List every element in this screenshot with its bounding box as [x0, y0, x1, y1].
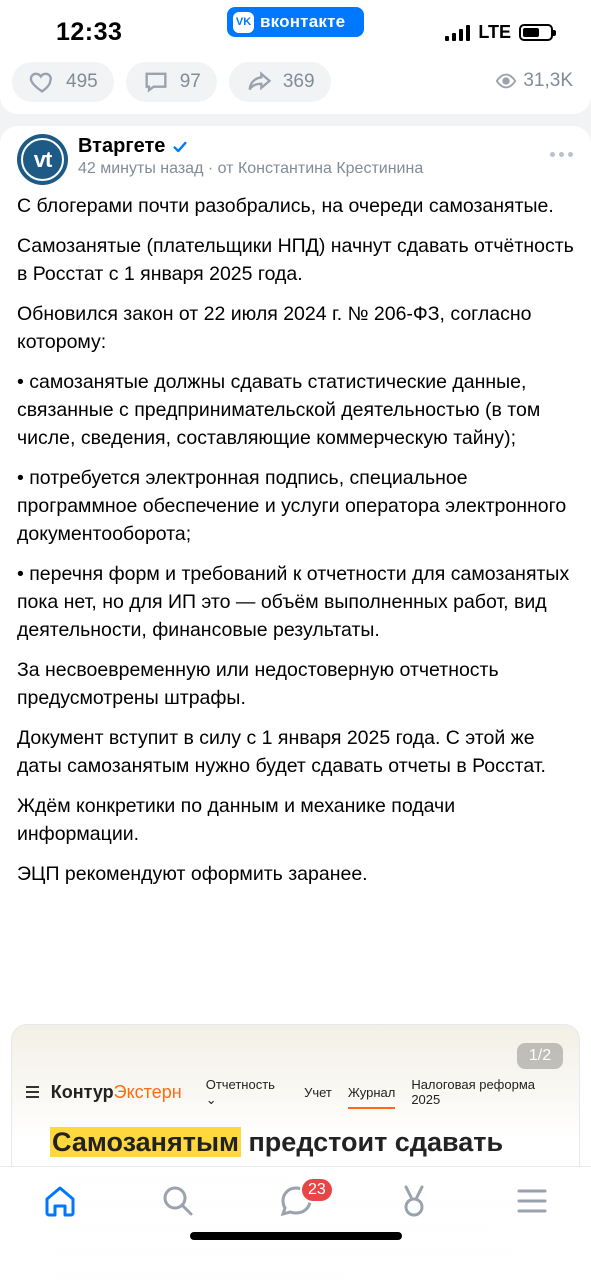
post-paragraph: Обновился закон от 22 июля 2024 г. № 206-ФЗ, согласно которому: [17, 303, 532, 353]
avatar-letters: vt [21, 138, 64, 181]
home-icon [42, 1183, 78, 1219]
post-author[interactable] [78, 135, 189, 158]
previous-post-reactions [12, 62, 331, 102]
author-name[interactable]: Втаргете [78, 135, 166, 157]
heart-icon [28, 68, 56, 96]
post-card [0, 126, 591, 1280]
attachment-headline: Самозанятым предстоит сдавать [52, 1127, 504, 1157]
attachment-nav-item: Журнал [347, 1084, 396, 1100]
post-paragraph: • перечня форм и требований к отчетности для самозанятых пока нет, но для ИП это — объём выполненных работ, вид деятельности, финансовые результаты. [17, 563, 570, 641]
comment-button[interactable] [126, 62, 217, 102]
share-button[interactable] [229, 62, 331, 102]
share-count: 369 [282, 71, 315, 92]
vk-app-pill-label: вконтакте [260, 12, 346, 31]
battery-icon [519, 24, 553, 41]
photo-counter: 1/2 [517, 1043, 563, 1069]
post-paragraph: За несвоевременную или недостоверную отчетность предусмотрены штрафы. [17, 659, 499, 709]
post-text [17, 192, 577, 900]
post-paragraph: • самозанятые должны сдавать статистические данные, связанные с предпринимательской деятельностью (в том числе, сведения, составляющие коммерческую тайну); [17, 371, 541, 449]
avatar[interactable] [17, 134, 68, 185]
tab-search[interactable] [160, 1183, 196, 1219]
signal-icon [445, 25, 470, 41]
kontur-logo: КонтурЭкстерн [50, 1081, 182, 1102]
post-paragraph: Документ вступит в силу с 1 января 2025 года. С этой же даты самозанятым нужно будет сдавать отчеты в Росстат. [17, 727, 546, 777]
status-time: 12:33 [56, 18, 123, 46]
burger-menu-icon [26, 1086, 39, 1098]
comment-count: 97 [179, 71, 201, 92]
vk-logo-icon: VK [233, 12, 254, 33]
post-paragraph: Ждём конкретики по данным и механике подачи информации. [17, 795, 456, 845]
menu-icon [514, 1183, 550, 1219]
attachment-nav-item: Учет [304, 1084, 332, 1100]
views-count: 31,3K [523, 70, 573, 91]
attachment-nav-item: Налоговая реформа 2025 [411, 1077, 536, 1107]
tab-home[interactable] [42, 1183, 78, 1219]
verified-icon [171, 138, 189, 156]
post-paragraph: ЭЦП рекомендуют оформить заранее. [17, 863, 368, 885]
tab-clips[interactable] [396, 1183, 432, 1219]
eye-icon [495, 70, 517, 92]
share-icon [245, 68, 273, 96]
more-icon[interactable] [550, 152, 573, 157]
comment-icon [142, 68, 170, 96]
attachment-site-nav [12, 1075, 580, 1109]
bottom-tab-bar [0, 1166, 591, 1280]
network-label: LTE [478, 22, 511, 42]
like-count: 495 [66, 71, 98, 92]
clips-icon [396, 1183, 432, 1219]
post-paragraph: Самозанятые (плательщики НПД) начнут сдавать отчётность в Росстат с 1 января 2025 года. [17, 235, 574, 285]
tab-menu[interactable] [514, 1183, 550, 1219]
like-button[interactable] [12, 62, 114, 102]
status-indicators [445, 22, 553, 43]
views-counter [495, 70, 573, 92]
post-paragraph: С блогерами почти разобрались, на очереди самозанятые. [17, 195, 554, 217]
home-indicator [190, 1232, 402, 1240]
attachment-nav-item: Отчетность ⌄ [205, 1076, 275, 1107]
post-paragraph: • потребуется электронная подпись, специальное программное обеспечение и услуги оператора электронного документооборота; [17, 467, 567, 545]
messages-badge: 23 [300, 1177, 334, 1203]
post-meta: 42 минуты назад · от Константина Крестинина [78, 160, 424, 177]
vk-app-pill[interactable] [227, 7, 364, 37]
search-icon [160, 1183, 196, 1219]
tab-messages[interactable] [278, 1181, 326, 1219]
